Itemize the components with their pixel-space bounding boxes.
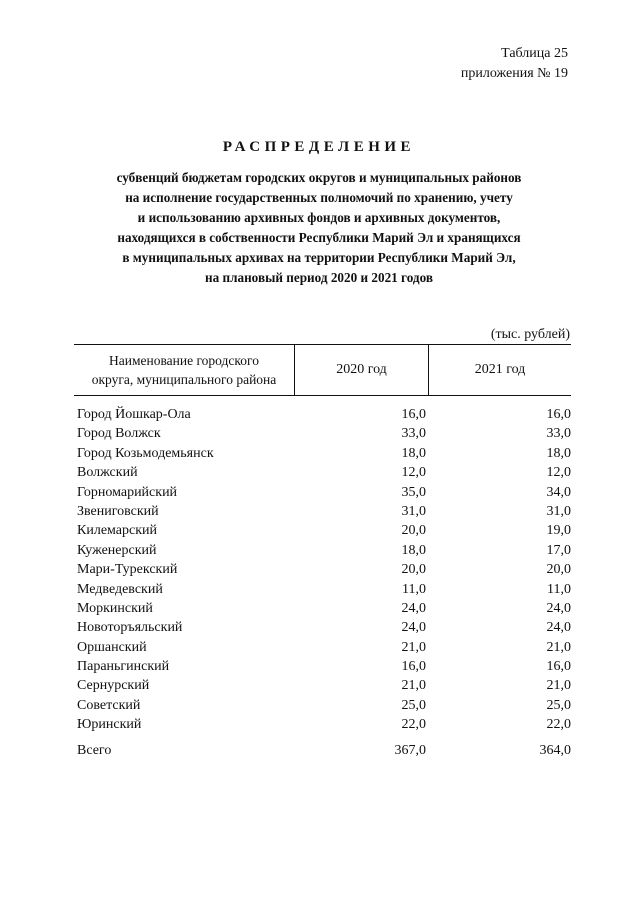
unit-label: (тыс. рублей) bbox=[490, 327, 570, 342]
table-row bbox=[77, 618, 571, 637]
value-2020: 20,0 bbox=[401, 523, 426, 539]
value-2020: 22,0 bbox=[401, 717, 426, 733]
table-row bbox=[77, 715, 571, 734]
table-row bbox=[77, 676, 571, 695]
value-2020: 12,0 bbox=[401, 465, 426, 481]
value-2021: 34,0 bbox=[546, 484, 571, 500]
municipality-name: Параньгинский bbox=[77, 659, 170, 675]
value-2021: 16,0 bbox=[546, 407, 571, 422]
value-2021: 18,0 bbox=[546, 445, 571, 461]
table-row bbox=[77, 696, 571, 715]
appendix-number: приложения № 19 bbox=[460, 66, 568, 81]
municipality-name: Город Йошкар-Ола bbox=[77, 407, 191, 422]
value-2020: 20,0 bbox=[401, 562, 426, 578]
value-2021: 24,0 bbox=[546, 620, 571, 636]
header-name-line: Наименование городского bbox=[109, 353, 259, 368]
table-row bbox=[77, 638, 571, 657]
total-2020: 367,0 bbox=[394, 743, 426, 758]
value-2020: 24,0 bbox=[401, 600, 426, 616]
total-2021: 364,0 bbox=[539, 743, 571, 758]
value-2020: 18,0 bbox=[401, 542, 426, 558]
value-2021: 16,0 bbox=[546, 659, 571, 675]
municipality-name: Звениговский bbox=[77, 503, 159, 519]
document-heading: РАСПРЕДЕЛЕНИЕ bbox=[222, 139, 416, 155]
value-2021: 21,0 bbox=[546, 678, 571, 694]
table-row bbox=[77, 657, 571, 676]
table-row bbox=[77, 502, 571, 521]
value-2021: 11,0 bbox=[547, 581, 571, 597]
municipality-name: Новоторъяльский bbox=[77, 620, 183, 636]
subtitle-line: на исполнение государственных полномочий по хранению, учету bbox=[125, 190, 513, 205]
value-2021: 25,0 bbox=[546, 697, 571, 713]
table-row bbox=[77, 483, 571, 502]
table-row bbox=[77, 521, 571, 540]
header-name-line: округа, муниципального района bbox=[91, 372, 277, 387]
municipality-name: Оршанский bbox=[77, 639, 147, 655]
table-body bbox=[77, 405, 571, 735]
header-2021-column: 2021 год bbox=[474, 362, 526, 377]
document-subtitle bbox=[60, 168, 578, 288]
total-label: Всего bbox=[77, 743, 112, 758]
value-2020: 33,0 bbox=[401, 426, 426, 442]
municipality-name: Килемарский bbox=[77, 523, 158, 539]
value-2021: 21,0 bbox=[546, 639, 571, 655]
value-2021: 31,0 bbox=[546, 503, 571, 519]
value-2020: 16,0 bbox=[401, 659, 426, 675]
value-2021: 33,0 bbox=[546, 426, 571, 442]
value-2021: 20,0 bbox=[546, 562, 571, 578]
table-row bbox=[77, 463, 571, 482]
table-row bbox=[77, 599, 571, 618]
value-2021: 24,0 bbox=[546, 600, 571, 616]
table-row bbox=[77, 580, 571, 599]
subtitle-line: на плановый период 2020 и 2021 годов bbox=[205, 270, 433, 285]
value-2021: 22,0 bbox=[546, 717, 571, 733]
value-2021: 19,0 bbox=[546, 523, 571, 539]
subtitle-line: находящихся в собственности Республики Марий Эл и хранящихся bbox=[117, 230, 521, 245]
appendix-reference bbox=[461, 44, 568, 84]
value-2020: 35,0 bbox=[401, 484, 426, 500]
table-row bbox=[77, 541, 571, 560]
municipality-name: Моркинский bbox=[77, 600, 153, 616]
municipality-name: Советский bbox=[77, 697, 141, 713]
subtitle-line: субвенций бюджетам городских округов и муниципальных районов bbox=[116, 170, 522, 185]
table-header bbox=[74, 344, 571, 396]
header-2020-column: 2020 год bbox=[336, 362, 387, 377]
header-name-column bbox=[74, 351, 294, 389]
value-2021: 12,0 bbox=[546, 465, 571, 481]
municipality-name: Город Волжск bbox=[77, 426, 161, 442]
municipality-name: Город Козьмодемьянск bbox=[77, 445, 214, 461]
subtitle-line: в муниципальных архивах на территории Республики Марий Эл, bbox=[122, 250, 516, 265]
value-2021: 17,0 bbox=[546, 542, 571, 558]
municipality-name: Мари-Турекский bbox=[77, 562, 178, 578]
table-row bbox=[77, 424, 571, 443]
table-number: Таблица 25 bbox=[501, 46, 568, 61]
municipality-name: Горномарийский bbox=[77, 484, 178, 500]
municipality-name: Юринский bbox=[77, 717, 142, 733]
total-row bbox=[77, 741, 571, 761]
municipality-name: Куженерский bbox=[77, 542, 157, 558]
municipality-name: Сернурский bbox=[77, 678, 150, 694]
table-row bbox=[77, 444, 571, 463]
municipality-name: Медведевский bbox=[77, 581, 163, 597]
value-2020: 11,0 bbox=[402, 581, 426, 597]
subtitle-line: и использованию архивных фондов и архивных документов, bbox=[137, 210, 501, 225]
value-2020: 31,0 bbox=[401, 503, 426, 519]
value-2020: 25,0 bbox=[401, 697, 426, 713]
value-2020: 21,0 bbox=[401, 678, 426, 694]
table-row bbox=[77, 560, 571, 579]
value-2020: 18,0 bbox=[401, 445, 426, 461]
table-row bbox=[77, 405, 571, 424]
value-2020: 16,0 bbox=[401, 407, 426, 422]
municipality-name: Волжский bbox=[77, 465, 138, 481]
value-2020: 21,0 bbox=[401, 639, 426, 655]
value-2020: 24,0 bbox=[401, 620, 426, 636]
